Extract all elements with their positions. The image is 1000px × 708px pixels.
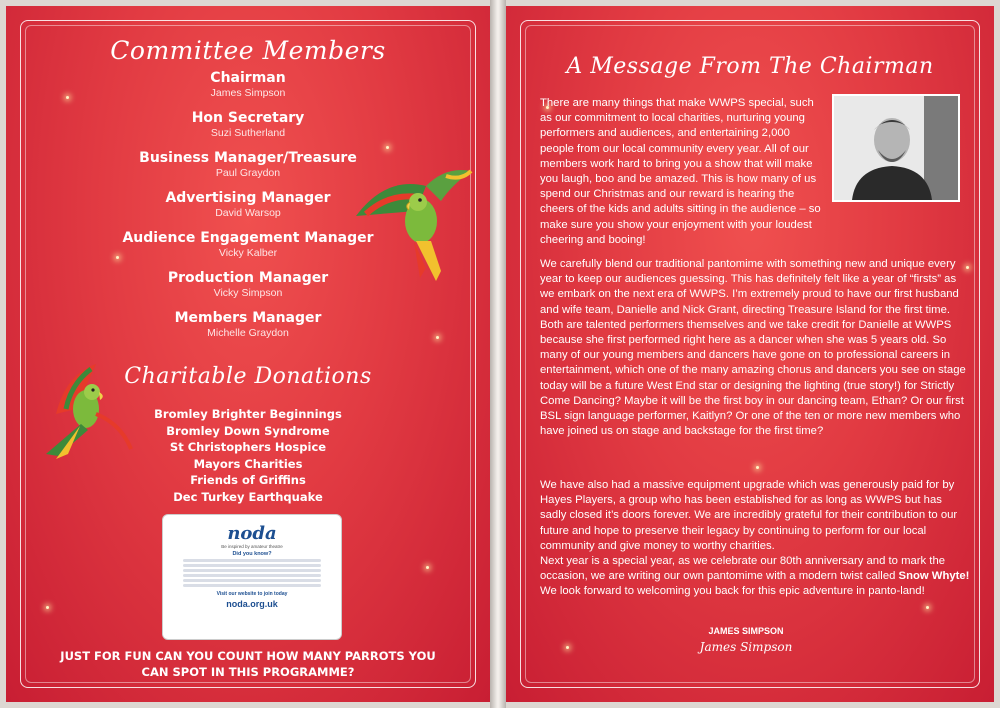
sparkle xyxy=(386,146,389,149)
role-chairman xyxy=(6,70,490,100)
role-name: Vicky Simpson xyxy=(213,287,283,299)
role-members-manager xyxy=(6,310,490,340)
fun-text: JUST FOR FUN CAN YOU COUNT HOW MANY PARROTS YOU CAN SPOT IN THIS PROGRAMME? xyxy=(60,649,436,679)
sparkle xyxy=(426,566,429,569)
text-placeholder-line xyxy=(183,579,321,582)
role-title: Members Manager xyxy=(174,310,322,326)
role-name: Michelle Graydon xyxy=(207,327,289,339)
right-page xyxy=(506,6,994,702)
text-placeholder-line xyxy=(183,559,321,562)
chairman-heading: A Message From The Chairman xyxy=(566,54,934,79)
sparkle xyxy=(756,466,759,469)
show-title: Snow Whyte! xyxy=(898,570,970,583)
signature: James Simpson xyxy=(699,640,793,654)
role-title: Business Manager/Treasure xyxy=(139,150,357,166)
text-placeholder-line xyxy=(183,564,321,567)
paragraph-4-start: Next year is a special year, as we celebrate our 80th anniversary and to mark the occasion, we are writing our own pantomime with a modern twist called xyxy=(540,555,946,583)
parrot-illustration xyxy=(36,354,136,464)
charity-item: Bromley Down Syndrome xyxy=(166,423,330,438)
paragraph-1: There are many things that make WWPS special, such as our commitment to local charities, nurturing young performers and audiences, and entertaining 2,000 people from our local community every year. All of our members work hard to bring you a show that will make you laugh, boo and be amazed. This is how many of us spend our Christmas and our reward is hearing the cheers of the kids and adults sitting in the audience – so make sure you show your enjoyment with your loudest cheering and booing! xyxy=(540,97,821,246)
noda-visit: Visit our website to join today xyxy=(216,591,288,597)
signatory-name: JAMES SIMPSON xyxy=(708,626,784,636)
charity-item: Dec Turkey Earthquake xyxy=(173,489,323,504)
noda-question: Did you know? xyxy=(232,551,272,557)
role-title: Audience Engagement Manager xyxy=(122,230,374,246)
role-title: Advertising Manager xyxy=(165,190,331,206)
noda-logo: noda xyxy=(227,523,277,544)
paragraph-4-end: We look forward to welcoming you back for this epic adventure in panto-land! xyxy=(540,585,925,598)
parrot-illustration xyxy=(346,156,476,286)
paragraph-3: We have also had a massive equipment upgrade which was generously paid for by Hayes Players, a group who has been established for as long as WWPS but has sadly closed it’s doors forever. We are incredibly grateful for their contribution to our future and hope to preserve their legacy by continuing to perform for our local community and give money to worthy charities. xyxy=(540,479,958,552)
chairman-photo xyxy=(832,94,960,202)
sparkle xyxy=(926,606,929,609)
charity-item: Mayors Charities xyxy=(193,456,303,471)
sparkle xyxy=(46,606,49,609)
text-placeholder-line xyxy=(183,584,321,587)
noda-url[interactable]: noda.org.uk xyxy=(226,599,278,609)
role-hon-secretary xyxy=(6,110,490,140)
text-placeholder-line xyxy=(183,569,321,572)
sparkle xyxy=(566,646,569,649)
charity-item: Bromley Brighter Beginnings xyxy=(154,407,342,421)
committee-heading: Committee Members xyxy=(110,36,386,65)
left-page xyxy=(6,6,490,702)
role-name: Suzi Sutherland xyxy=(210,127,286,139)
paragraph-4 xyxy=(540,554,970,600)
noda-tagline: Be inspired by amateur theatre xyxy=(221,544,283,549)
text-placeholder-line xyxy=(183,574,321,577)
role-title: Hon Secretary xyxy=(191,110,305,126)
charity-item: Friends of Griffins xyxy=(190,473,306,487)
donations-heading: Charitable Donations xyxy=(124,364,372,389)
role-name: David Warsop xyxy=(215,207,281,219)
role-name: Vicky Kalber xyxy=(218,247,278,259)
book-spine xyxy=(490,0,506,708)
role-title: Chairman xyxy=(210,70,286,86)
role-title: Production Manager xyxy=(167,270,329,286)
noda-advert xyxy=(162,514,342,640)
role-name: James Simpson xyxy=(210,87,286,99)
charity-item: St Christophers Hospice xyxy=(169,440,327,454)
paragraph-2: We carefully blend our traditional pantomime with something new and unique every year to keep our audiences guessing. This has definitely felt like a year of “firsts” as we embark on the next era of WWPS. I’m extremely proud to have our first husband and wife team, Danielle and Nick Grant, directing Treasure Island for the first time. Both are talented performers themselves and we take credit for Danielle at WWPS because she first performed right here as a dancer when she was 5 years old. So many of our young members and dancers have gone on to professional careers in entertainment, which one of the many amazing chorus and dancers you see on stage today will be a future West End star or designing the lighting (true story!) for Strictly Come Dancing? Maybe it will be the first boy in our dancing team, Ethan? Or our first BSL sign language performer, Kaitlyn? Or one of the ten or more new members who have joined us on stage and backstage for the first time? xyxy=(540,258,966,438)
role-name: Paul Graydon xyxy=(215,167,281,179)
